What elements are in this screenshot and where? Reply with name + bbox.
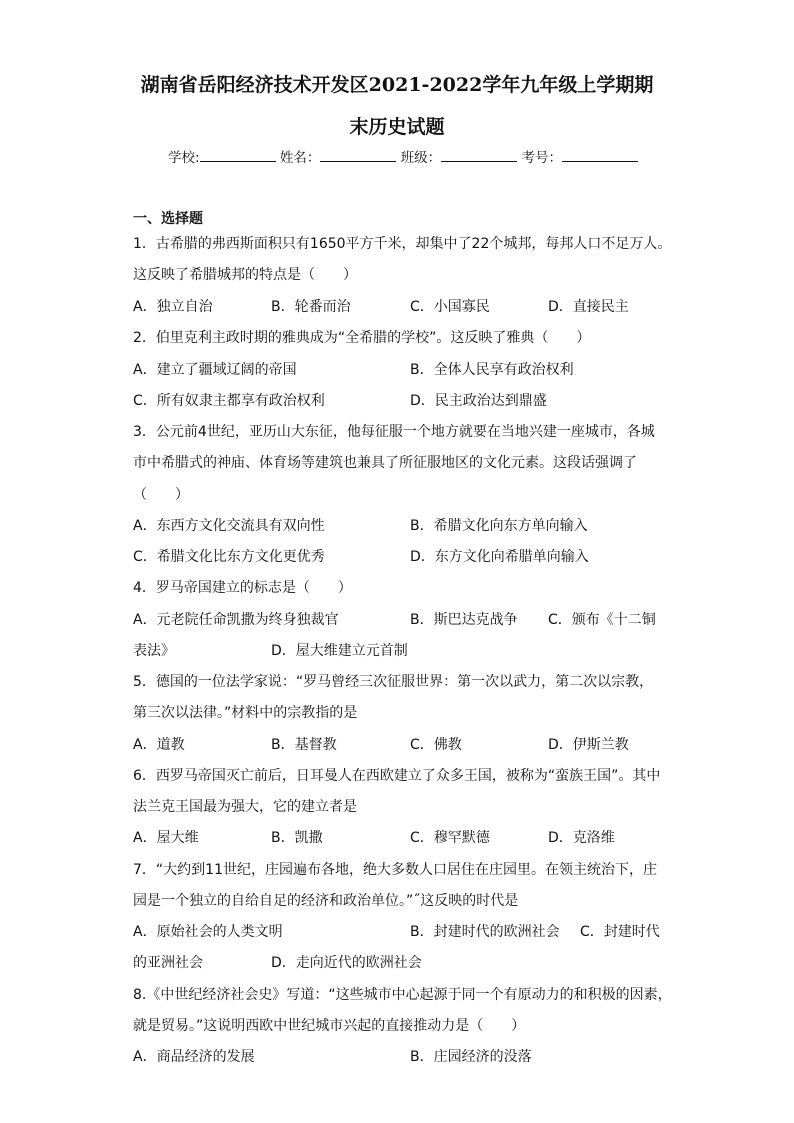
option-a: A．原始社会的人类文明 [133, 924, 283, 940]
question-text: 5．德国的一位法学家说：“罗马曾经三次征服世界：第一次以武力，第二次以宗教， [133, 674, 654, 690]
option-c: C．所有奴隶主都享有政治权利 [133, 393, 325, 409]
option-a: A．商品经济的发展 [133, 1049, 255, 1065]
option-a: A．独立自治 [133, 299, 213, 315]
question-text: 1．古希腊的弗西斯面积只有1650平方千米，却集中了22个城邦，每邦人口不足万人。 [133, 236, 672, 252]
question-text: 法兰克王国最为强大，它的建立者是 [133, 799, 357, 815]
exam-no-blank[interactable] [562, 149, 638, 162]
option-c: C．希腊文化比东方文化更优秀 [133, 549, 325, 565]
question-text: 6．西罗马帝国灭亡前后，日耳曼人在西欧建立了众多王国，被称为“蛮族王国”。其中 [133, 768, 661, 784]
option-d: D．克洛维 [548, 830, 615, 846]
option-b: B．封建时代的欧洲社会 [410, 924, 560, 940]
option-c-continued: 的亚洲社会 [133, 955, 203, 971]
question-text: 3．公元前4世纪，亚历山大东征，他每征服一个地方就要在当地兴建一座城市，各城 [133, 424, 655, 440]
question-text: 这反映了希腊城邦的特点是（ ） [133, 267, 357, 283]
option-c: C．穆罕默德 [410, 830, 490, 846]
option-d: D．走向近代的欧洲社会 [271, 955, 422, 971]
option-d: D．屋大维建立元首制 [271, 643, 408, 659]
option-c-continued: 表法》 [133, 643, 175, 659]
question-text: （ ） [133, 487, 189, 503]
question-text: 第三次以法律。”材料中的宗教指的是 [133, 705, 358, 721]
question-text: 就是贸易。”这说明西欧中世纪城市兴起的直接推动力是（ ） [133, 1018, 526, 1034]
exam-title-line2: 末历史试题 [349, 116, 445, 138]
option-a: A．道教 [133, 737, 185, 753]
school-label: 学校: [168, 150, 200, 166]
question-text: 4．罗马帝国建立的标志是（ ） [133, 580, 352, 596]
question-text: 2．伯里克利主政时期的雅典成为“全希腊的学校”。这反映了雅典（ ） [133, 330, 591, 346]
question-text: 园是一个独立的自给自足的经济和政治单位。”˝这反映的时代是 [133, 893, 519, 909]
option-b: B．庄园经济的没落 [410, 1049, 532, 1065]
option-b: B．凯撒 [271, 830, 323, 846]
option-d: D．东方文化向希腊单向输入 [410, 549, 589, 565]
option-a: A．元老院任命凯撒为终身独裁官 [133, 612, 339, 628]
option-c: C．小国寡民 [410, 299, 490, 315]
option-b: B．基督教 [271, 737, 337, 753]
question-text: 市中希腊式的神庙、体育场等建筑也兼具了所征服地区的文化元素。这段话强调了 [133, 455, 637, 471]
name-label: 姓名： [279, 150, 321, 166]
class-label: 班级： [400, 150, 442, 166]
section-heading: 一、选择题 [133, 211, 203, 227]
question-text: 7．“大约到11世纪，庄园遍布各地，绝大多数人口居住在庄园里。在领主统治下，庄 [133, 862, 657, 878]
option-d: D．直接民主 [548, 299, 629, 315]
option-c: C．颁布《十二铜 [548, 612, 656, 628]
class-blank[interactable] [441, 149, 517, 162]
option-b: B．轮番而治 [271, 299, 351, 315]
option-a: A．东西方文化交流具有双向性 [133, 518, 325, 534]
option-a: A．建立了疆域辽阔的帝国 [133, 362, 297, 378]
option-c: C．封建时代 [580, 924, 660, 940]
option-b: B．全体人民享有政治权利 [410, 362, 574, 378]
question-text: 8.《中世纪经济社会史》写道：“这些城市中心起源于同一个有原动力的和积极的因素， [133, 987, 672, 1003]
exam-title-line1: 湖南省岳阳经济技术开发区2021-2022学年九年级上学期期 [140, 74, 654, 96]
option-c: C．佛教 [410, 737, 462, 753]
option-b: B．斯巴达克战争 [410, 612, 518, 628]
exam-no-label: 考号： [521, 150, 562, 166]
school-blank[interactable] [200, 149, 276, 162]
option-b: B．希腊文化向东方单向输入 [410, 518, 588, 534]
option-d: D．伊斯兰教 [548, 737, 629, 753]
option-d: D．民主政治达到鼎盛 [410, 393, 547, 409]
student-info-row [168, 146, 638, 166]
option-a: A．屋大维 [133, 830, 199, 846]
name-blank[interactable] [320, 149, 396, 162]
